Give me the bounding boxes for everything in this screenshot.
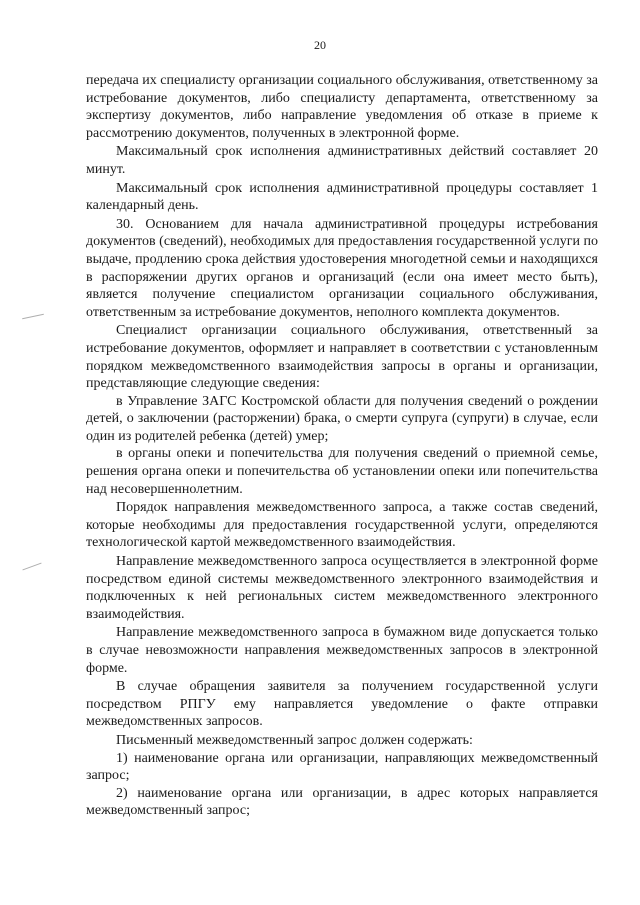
paragraph: 2) наименование органа или организации, в адрес которых направляется межведомственный запрос;	[86, 785, 598, 819]
paragraph: Максимальный срок исполнения административной процедуры составляет 1 календарный день.	[86, 180, 598, 214]
paragraph: Максимальный срок исполнения административных действий составляет 20 минут.	[86, 144, 598, 177]
paragraph: Направление межведомственного запроса в бумажном виде допускается только в случае невозможности направления межведомственных запросов в электронной форме.	[86, 625, 598, 676]
document-body	[86, 72, 598, 820]
scan-artifact	[22, 314, 44, 320]
paragraph: Письменный межведомственный запрос должен содержать:	[116, 732, 473, 748]
paragraph: 1) наименование органа или организации, направляющих межведомственный запрос;	[86, 750, 598, 784]
paragraph: Специалист организации социального обслуживания, ответственный за истребование документов, оформляет и направляет в соответствии с установленным порядком межведомственного взаимодействия запросы в органы и организации, представляющие следующие сведения:	[86, 323, 598, 392]
paragraph: передача их специалисту организации социального обслуживания, ответственному за истребование документов, либо специалисту департамента, ответственному за экспертизу документов, либо направление уведомления об отказе в приеме к рассмотрению документов, полученных в электронной форме.	[86, 73, 598, 141]
paragraph: в Управление ЗАГС Костромской области для получения сведений о рождении детей, о заключении (расторжении) брака, о смерти супруга (супруги) в случае, если один из родителей ребенка (детей) умер;	[86, 393, 598, 444]
scan-artifact	[22, 563, 41, 571]
paragraph: В случае обращения заявителя за получением государственной услуги посредством РПГУ ему направляется уведомление о факте отправки межведомственных запросов.	[86, 679, 598, 730]
paragraph: 30. Основанием для начала административной процедуры истребования документов (сведений), необходимых для предоставления государственной услуги по выдаче, продлению срока действия удостоверения многодетной семьи и находящихся в распоряжении других органов и организаций (если она имеет место быть), является получение специалистом организации социального обслуживания, ответственным за истребование документов, неполного комплекта документов.	[86, 216, 598, 320]
paragraph: в органы опеки и попечительства для получения сведений о приемной семье, решения органа опеки и попечительства об установлении опеки или попечительства над несовершеннолетним.	[86, 446, 598, 497]
paragraph: Порядок направления межведомственного запроса, а также состав сведений, которые необходимы для предоставления государственной услуги, определяются технологической картой межведомственного взаимодействия.	[86, 500, 598, 551]
page-number: 20	[314, 38, 326, 52]
paragraph: Направление межведомственного запроса осуществляется в электронной форме посредством единой системы межведомственного электронного взаимодействия и подключенных к ней региональных систем межведомственного электронного взаимодействия.	[86, 554, 598, 622]
